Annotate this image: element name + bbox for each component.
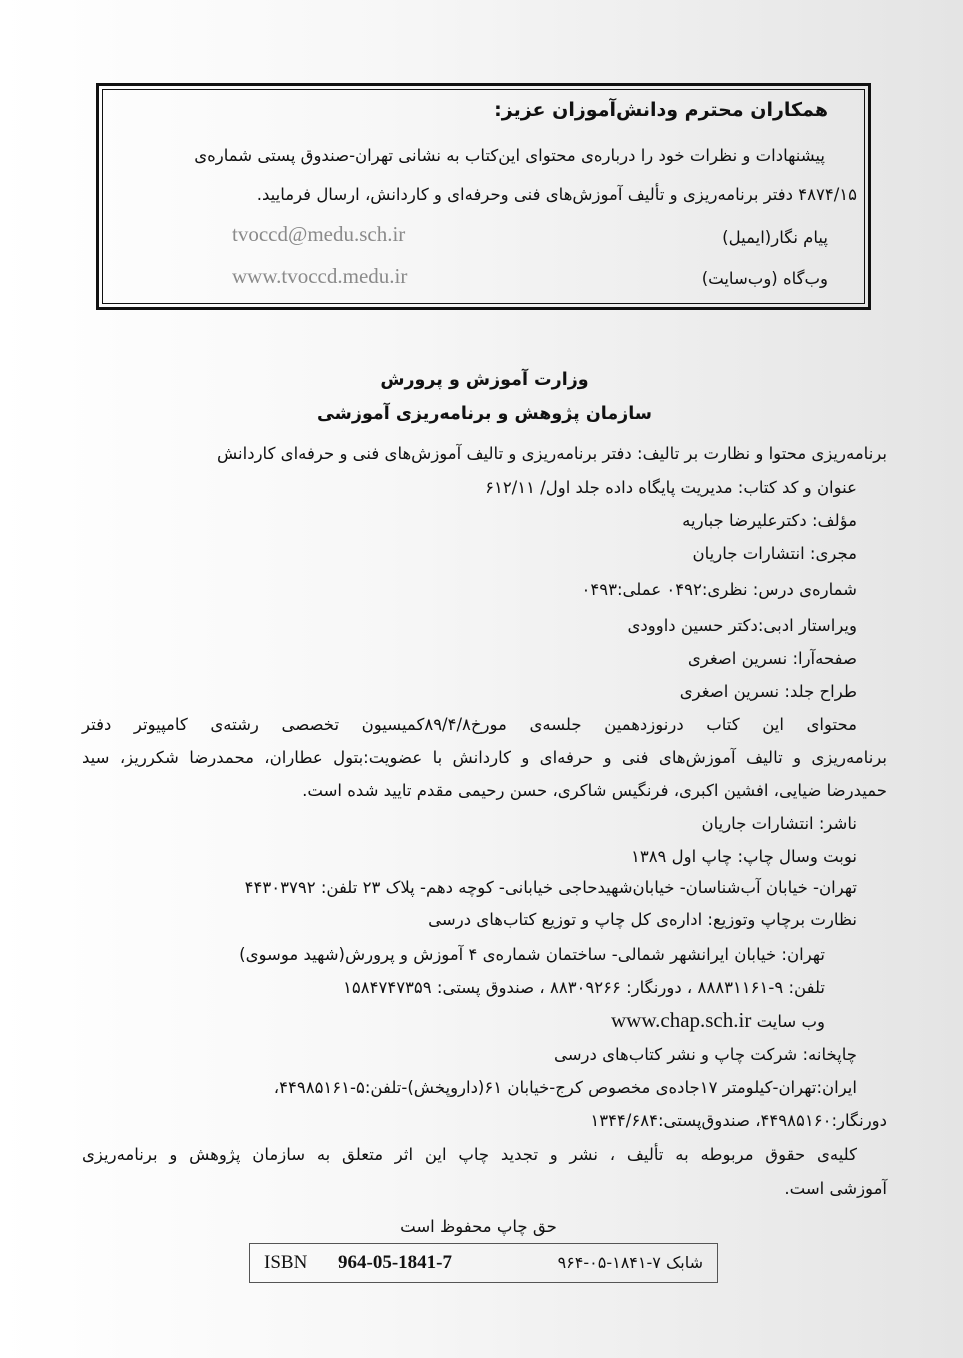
website-label: وب‌گاه (وب‌سایت)	[701, 269, 828, 288]
cover-designer: طراح جلد: نسرین اصغری	[679, 682, 857, 701]
isbn-number: 964-05-1841-7	[338, 1252, 452, 1273]
printing-house-fax: دورنگار:۴۴۹۸۵۱۶۰، صندوق‌پستی:۱۳۴۴/۶۸۴	[590, 1111, 887, 1130]
author: مؤلف: دکترعلیرضا جباریه	[682, 511, 857, 530]
notice-line-1: پیشنهادات و نظرات خود را درباره‌ی محتوای این‌کتاب به نشانی تهران-صندوق پستی شماره‌ی	[194, 146, 825, 165]
distribution-contact: تلفن: ۹-۸۸۸۳۱۱۶۱ ، دورنگار: ۸۸۳۰۹۲۶۶ ، صندوق پستی: ۱۵۸۴۷۴۷۳۵۹	[343, 978, 825, 997]
isbn-persian: شابک ۷-۱۸۴۱-۰۵-۹۶۴	[557, 1253, 703, 1272]
approval-line-3: حمیدرضا ضیایی، افشین اکبری، فرنگیس شاکری، حسن رحیمی مقدم تایید شده است.	[302, 781, 887, 800]
content-planning-line: برنامه‌ریزی محتوا و نظارت بر تالیف: دفتر برنامه‌ریزی و تالیف آموزش‌های فنی و حرفه‌ای کاردانش	[217, 444, 887, 463]
notice-line-2: ۴۸۷۴/۱۵ دفتر برنامه‌ریزی و تألیف آموزش‌های فنی وحرفه‌ای و کاردانش، ارسال فرمایید.	[256, 185, 857, 204]
notice-title: همکاران محترم ودانش‌آموزان عزیز:	[494, 99, 828, 121]
email-label: پیام نگار(ایمیل)	[722, 228, 828, 247]
page-layout: صفحه‌آرا: نسرین اصغری	[687, 649, 857, 668]
publisher-address: تهران- خیابان آب‌شناسان- خیابان‌شهیدحاجی خیابانی- کوچه دهم- پلاک ۲۳ تلفن: ۴۴۳۰۳۷۹۲	[244, 878, 857, 897]
chap-website-link[interactable]: www.chap.sch.ir	[610, 1008, 752, 1032]
printing-house-address: ایران:تهران-کیلومتر ۱۷جاده‌ی مخصوص کرج-خیابان ۶۱(داروپخش)-تلفن:۵-۴۴۹۸۵۱۶۱،	[273, 1078, 857, 1097]
distribution-address: تهران: خیابان ایرانشهر شمالی- ساختمان شماره‌ی ۴ آموزش و پرورش(شهید موسوی)	[239, 945, 825, 964]
rights-line-1: کلیه‌ی حقوق مربوطه به تألیف ، نشر و تجدید چاپ این اثر متعلق به سازمان پژوهش و برنامه‌ریزی	[82, 1145, 857, 1164]
edition-year: نوبت وسال چاپ: چاپ اول ۱۳۸۹	[630, 847, 857, 866]
printing-house: چاپخانه: شرکت چاپ و نشر کتاب‌های درسی	[553, 1045, 857, 1064]
executor: مجری: انتشارات جاریان	[692, 544, 857, 563]
approval-line-1: محتوای این کتاب درنوزدهمین جلسه‌ی مورخ۸۹/۴/۸کمیسیون تخصصی رشته‌ی کامپیوتر دفتر	[82, 715, 857, 734]
rights-line-2: آموزشی است.	[784, 1179, 887, 1198]
literary-editor: ویراستار ادبی:دکتر حسین داوودی	[627, 616, 857, 635]
ministry-title: وزارت آموزش و پرورش	[380, 370, 589, 390]
isbn-label: ISBN	[264, 1252, 308, 1273]
approval-line-2: برنامه‌ریزی و تالیف آموزش‌های فنی و حرفه‌ای و کاردانش با عضویت:بتول عطاران، محمدرضا شکرریز، سید	[82, 748, 887, 767]
course-number: شماره‌ی درس: نظری:۰۴۹۲ عملی:۰۴۹۳	[581, 580, 857, 599]
isbn-box	[249, 1243, 718, 1283]
copyright-notice: حق چاپ محفوظ است	[400, 1217, 557, 1236]
chap-website-label: وب سایت	[756, 1012, 825, 1031]
distribution-supervision: نظارت برچاپ وتوزیع: اداره‌ی کل چاپ و توزیع کتاب‌های درسی	[428, 910, 857, 929]
website-link[interactable]: www.tvoccd.medu.ir	[232, 264, 408, 288]
book-title-code: عنوان و کد کتاب: مدیریت پایگاه داده جلد اول/ ۶۱۲/۱۱	[485, 478, 857, 497]
publisher: ناشر: انتشارات جاریان	[701, 814, 857, 833]
email-link[interactable]: tvoccd@medu.sch.ir	[232, 222, 406, 246]
chap-website-row	[611, 1008, 825, 1034]
organization-title: سازمان پژوهش و برنامه‌ریزی آموزشی	[316, 404, 653, 424]
